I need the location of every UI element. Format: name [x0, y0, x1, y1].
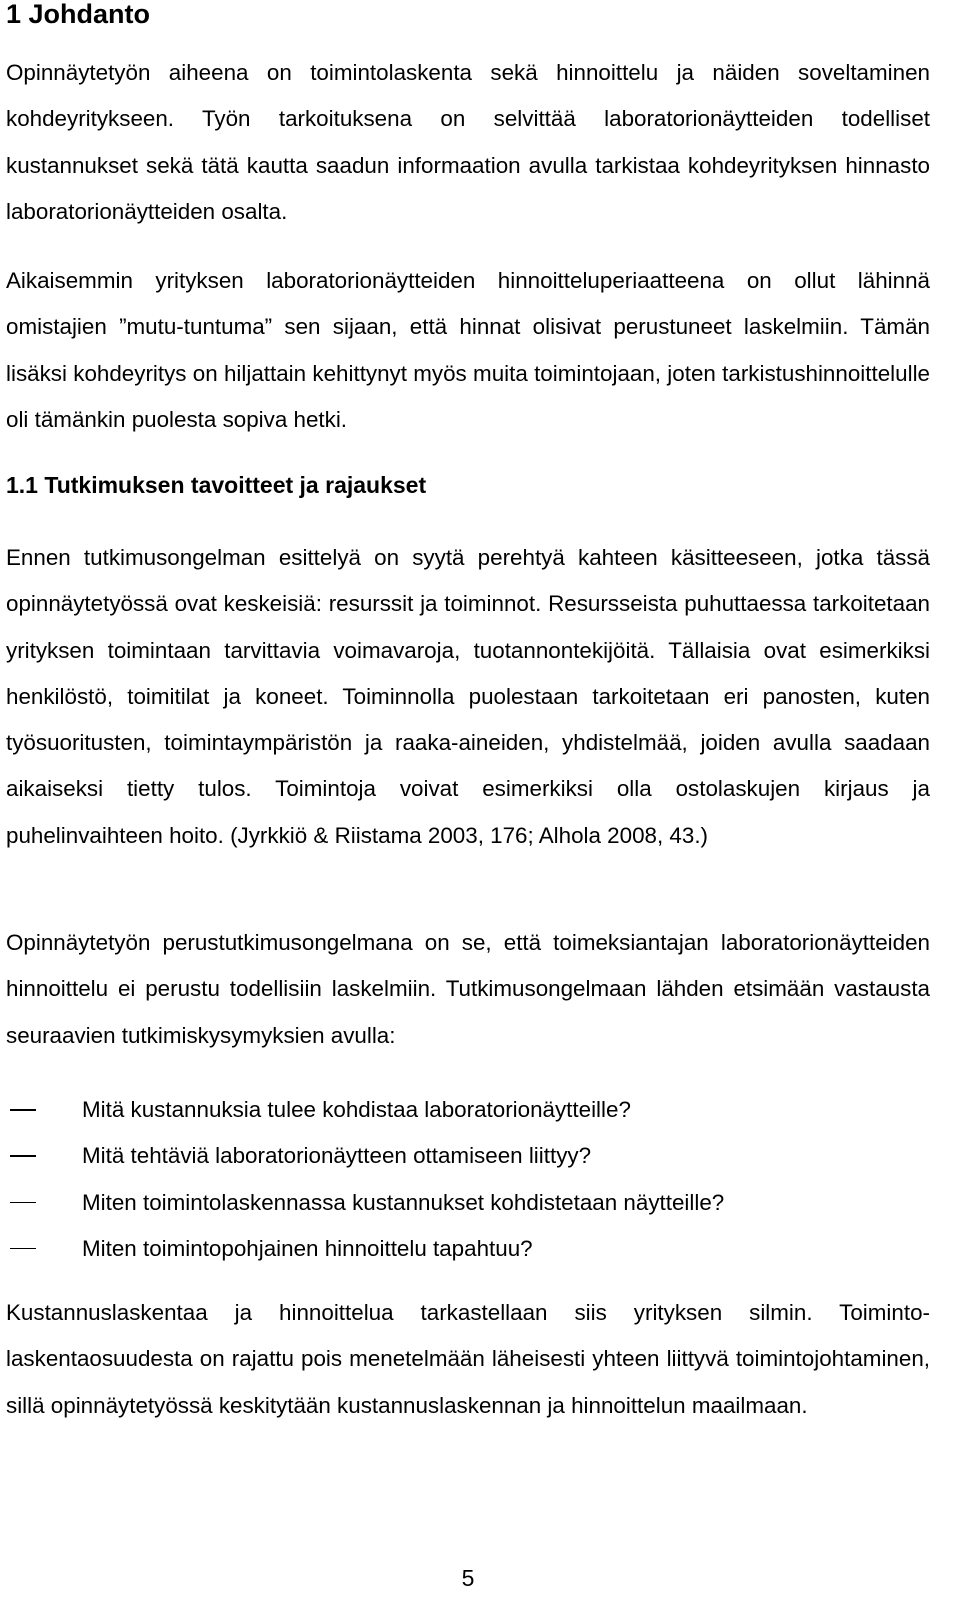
dash-bullet-icon — [10, 1155, 36, 1157]
list-item — [6, 1226, 930, 1272]
question-text: Miten toimintolaskennassa kustannukset kohdistetaan näytteille? — [82, 1189, 725, 1215]
background-paragraph: Aikaisemmin yrityksen laboratorionäytteiden hinnoitteluperiaatteena on ollut lähinnä omistajien ”mutu-tuntuma” sen sijaan, että hinnat olisivat perustuneet laskelmiin. Tämän lisäksi kohdeyritys on hiljattain kehittynyt myös muita toimintojaan, joten tarkistushinnoittelulle oli tämänkin puolesta sopiva hetki. — [6, 268, 930, 432]
question-text: Mitä tehtäviä laboratorionäytteen ottamiseen liittyy? — [82, 1143, 592, 1169]
question-text: Mitä kustannuksia tulee kohdistaa laboratorionäytteille? — [82, 1097, 631, 1122]
dash-bullet-icon — [10, 1202, 36, 1204]
list-item — [6, 1133, 930, 1179]
page-number: 5 — [461, 1565, 475, 1591]
research-questions-list — [6, 1087, 930, 1272]
list-item — [6, 1180, 930, 1226]
scope-paragraph: Kustannuslaskentaa ja hinnoittelua tarkastellaan siis yrityksen silmin. Toimintolaskentaosuudesta on rajattu pois menetelmään läheisesti yhteen liittyvä toimintojohtaminen, sillä opinnäytetyössä keskitytään kustannuslaskennan ja hinnoittelun maailmaan. — [6, 1300, 930, 1418]
section-heading: 1.1 Tutkimuksen tavoitteet ja rajaukset — [6, 472, 427, 498]
dash-bullet-icon — [10, 1109, 36, 1111]
chapter-heading: 1 Johdanto — [6, 0, 151, 29]
intro-paragraph: Opinnäytetyön aiheena on toimintolaskenta sekä hinnoittelu ja näiden soveltaminen kohdeyritykseen. Työn tarkoituksena on selvittää laboratorionäytteiden todelliset kustannukset sekä tätä kautta saadun informaation avulla tarkistaa kohdeyrityksen hinnasto laboratorionäytteiden osalta. — [6, 60, 930, 224]
dash-bullet-icon — [10, 1248, 36, 1250]
resources-paragraph: Ennen tutkimusongelman esittelyä on syytä perehtyä kahteen käsitteeseen, jotka tässä opinnäytetyössä ovat keskeisiä: resurssit ja toiminnot. Resursseista puhuttaessa tarkoitetaan yrityksen toimintaan tarvittavia voimavaroja, tuotannontekijöitä. Tällaisia ovat esimerkiksi henkilöstö, toimitilat ja koneet. Toiminnolla puolestaan tarkoitetaan eri panosten, kuten työsuoritusten, toimintaympäristön ja raaka-aineiden, yhdistelmää, joiden avulla saadaan aikaiseksi tietty tulos. Toimintoja voivat esimerkiksi olla ostolaskujen kirjaus ja puhelinvaihteen hoito. (Jyrkkiö & Riistama 2003, 176; Alhola 2008, 43.) — [6, 545, 930, 848]
problem-paragraph: Opinnäytetyön perustutkimusongelmana on se, että toimeksiantajan laboratorionäytteiden hinnoittelu ei perustu todellisiin laskelmiin. Tutkimusongelmaan lähden etsimään vastausta seuraavien tutkimiskysymyksien avulla: — [6, 930, 930, 1048]
question-text: Miten toimintopohjainen hinnoittelu tapahtuu? — [82, 1235, 533, 1261]
list-item — [6, 1087, 930, 1133]
